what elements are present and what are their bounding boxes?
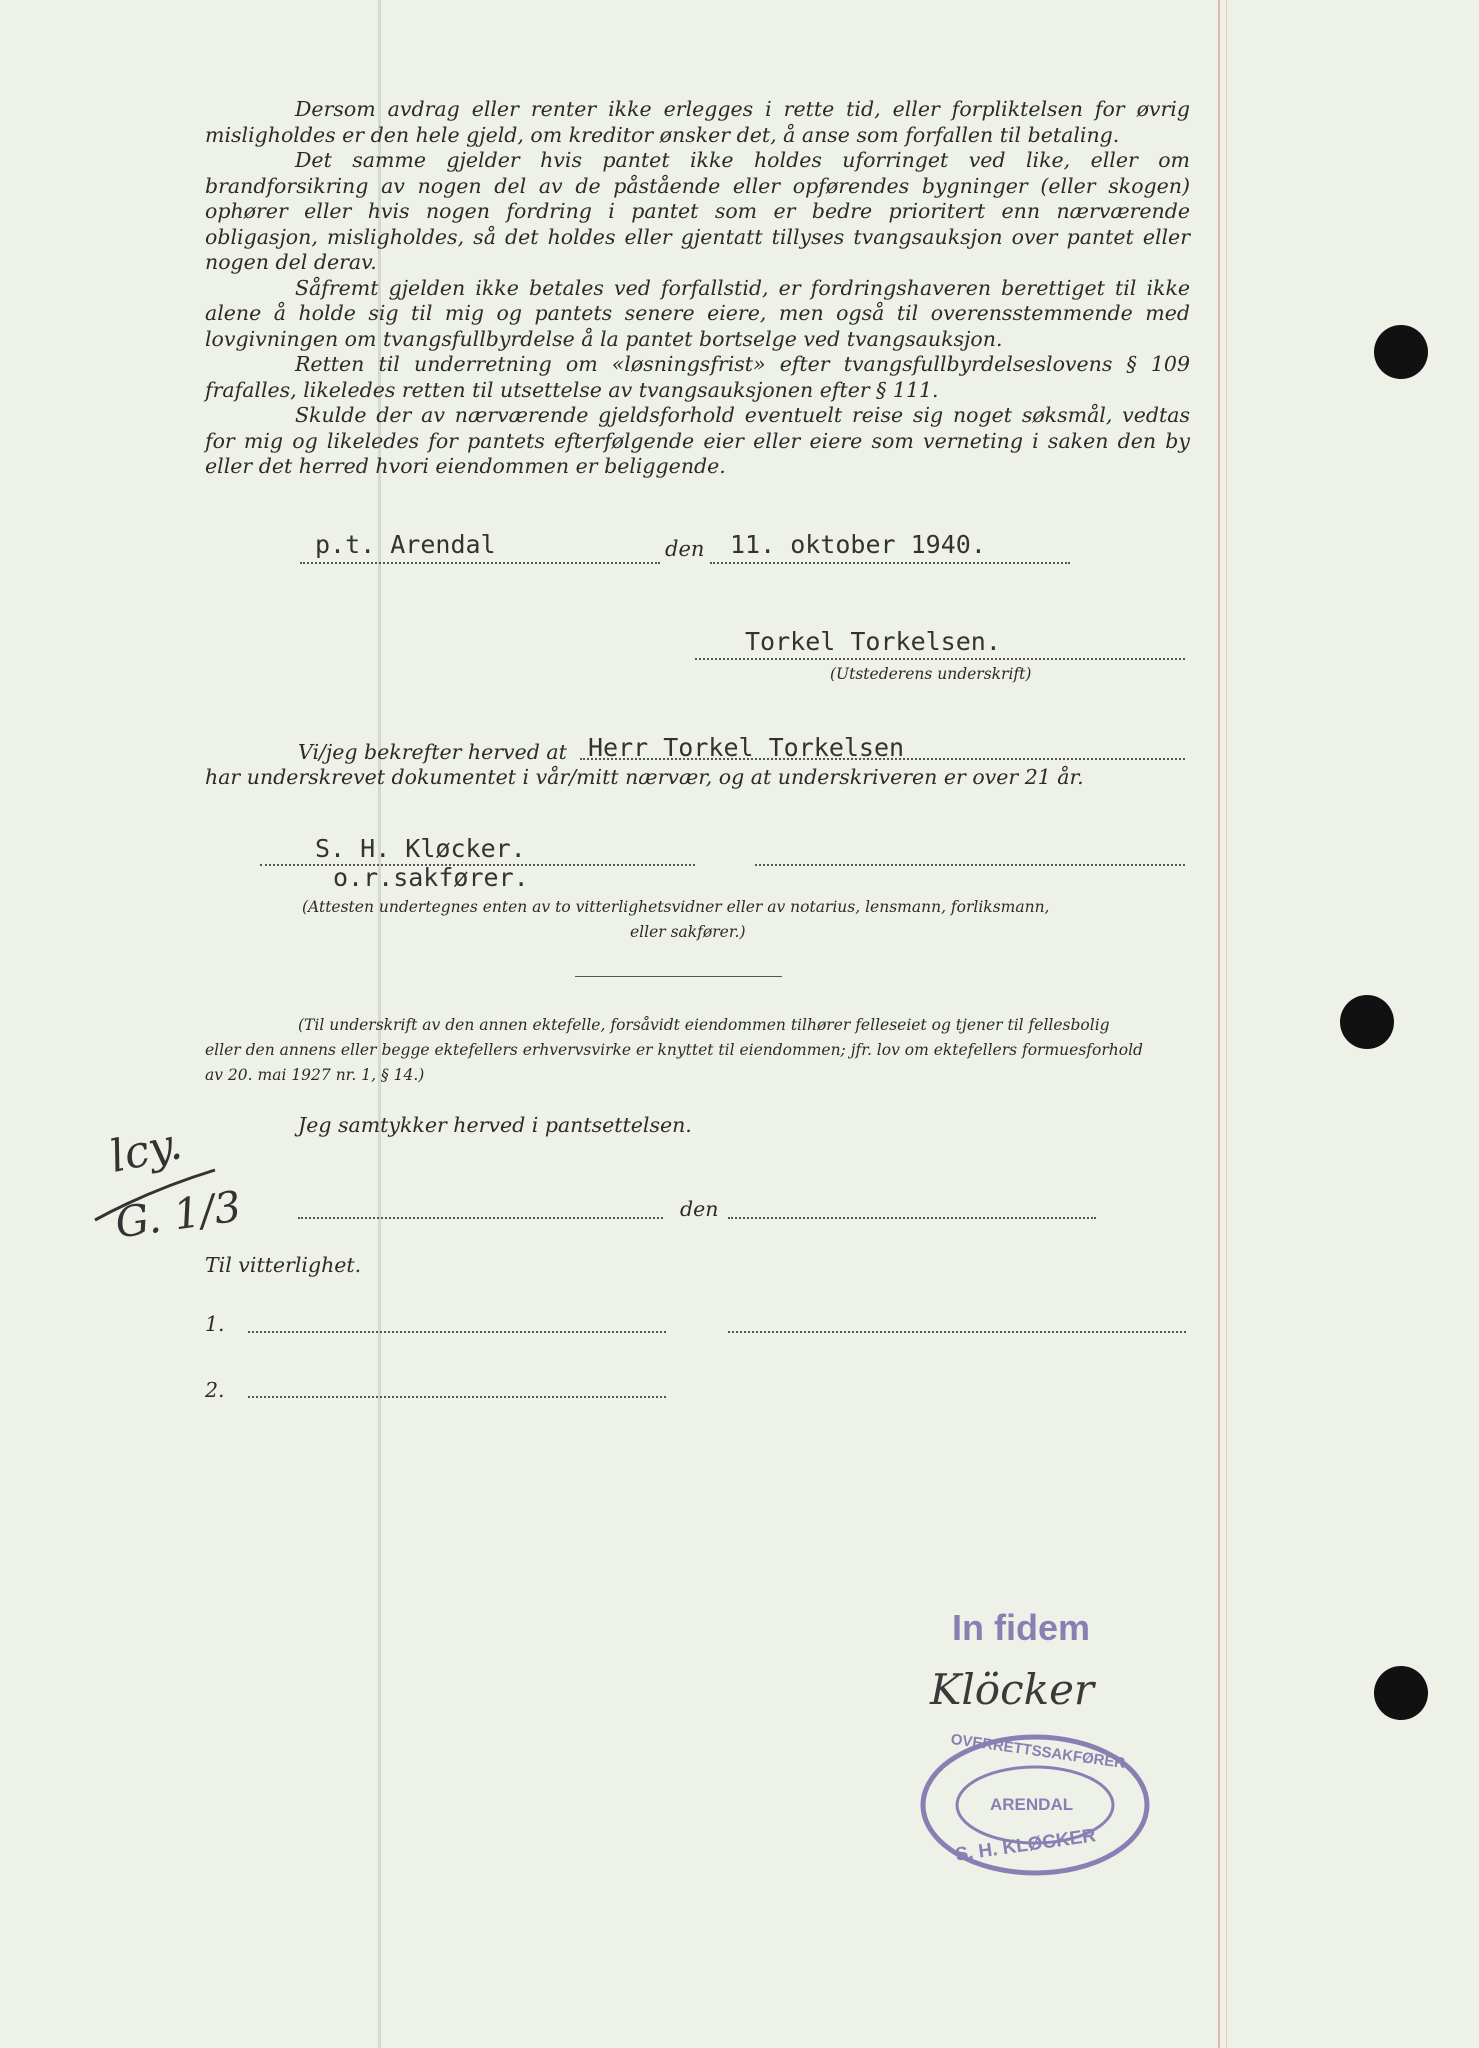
attest-rule (575, 976, 782, 977)
attest-note-1: (Attesten undertegnes enten av to vitterlighetsvidner eller av notarius, lensmann, forliksmann, (302, 898, 1050, 916)
stamp-signature: Klöcker (930, 1665, 1095, 1714)
spouse-note-3: av 20. mai 1927 nr. 1, § 14.) (205, 1066, 425, 1084)
confirm-name: Herr Torkel Torkelsen (588, 733, 905, 762)
date-line (710, 562, 1070, 564)
confirm-prefix: Vi/jeg bekrefter herved at (298, 740, 567, 764)
paragraph-notice: Retten til underretning om «løsningsfrist» efter tvangsfullbyrdelseslovens § 109 frafalles, likeledes retten til utsettelse av tvangsauksjonen efter § 111. (205, 352, 1190, 402)
consent-line-2 (728, 1217, 1096, 1219)
margin-note-1: lcy. (105, 1118, 187, 1183)
consent-line-1 (298, 1217, 663, 1219)
consent-den: den (680, 1197, 719, 1221)
terms-text (205, 97, 1190, 480)
margin-note-2: G. 1/3 (112, 1181, 245, 1248)
den-label: den (665, 537, 705, 561)
witnesses-label: Til vitterlighet. (205, 1253, 362, 1277)
paragraph-security: Det samme gjelder hvis pantet ikke holdes uforringet ved like, eller om brandforsikring av nogen del av de påstående eller opførendes bygninger (eller skogen) ophører eller hvis nogen fordring i pantet som er bedre prioritert enn nærværende obligasjon, misligholdes, så det holdes eller gjentatt tillyses tvangsauksjon over pantet eller nogen del derav. (205, 148, 1190, 274)
issuer-signature: Torkel Torkelsen. (745, 627, 1001, 656)
spouse-note-1: (Til underskrift av den annen ektefelle, forsåvidt eiendommen tilhører felleseiet og tjener til fellesbolig (298, 1016, 1110, 1034)
punch-hole-top (1374, 325, 1428, 379)
consent-text: Jeg samtykker herved i pantsettelsen. (298, 1113, 692, 1137)
margin-strike (90, 1150, 220, 1230)
paragraph-enforcement: Såfremt gjelden ikke betales ved forfallstid, er fordringshaveren berettiget til ikke alene å holde sig til mig og pantets senere eiere, men også til overensstemmende med lovgivningen om tvangsfullbyrdelse å la pantet bortselge ved tvangsauksjon. (205, 275, 1190, 351)
witness-2-line (248, 1396, 666, 1398)
stamp-in-fidem: In fidem (952, 1607, 1091, 1648)
stamp-top-text: OVERRETTSSAKFØRER (949, 1730, 1127, 1773)
confirm-line (580, 758, 1185, 760)
stamp-bottom-text: S. H. KLØCKER (954, 1825, 1098, 1866)
margin-line-2 (1226, 0, 1227, 2048)
witness-number-1: 1. (205, 1312, 225, 1336)
witness-title: o.r.sakfører. (333, 863, 529, 892)
punch-hole-bottom (1374, 1666, 1428, 1720)
witness-line-2 (755, 864, 1185, 866)
issuer-caption: (Utstederens underskrift) (830, 665, 1032, 683)
punch-hole-middle (1340, 995, 1394, 1049)
witness-signature: S. H. Kløcker. (315, 834, 526, 863)
confirm-statement: har underskrevet dokumentet i vår/mitt nærvær, og at underskriveren er over 21 år. (205, 765, 1084, 789)
place-typed: p.t. Arendal (315, 530, 496, 559)
witness-1-line-b (728, 1331, 1186, 1333)
paragraph-venue: Skulde der av nærværende gjeldsforhold eventuelt reise sig noget søksmål, vedtas for mig og likeledes for pantets efterfølgende eier eller eiere som verneting i saken den by eller det herred hvori eiendommen er beliggende. (205, 403, 1190, 478)
spouse-note-2: eller den annens eller begge ektefellers erhvervsvirke er knyttet til eiendommen; jfr. lov om ektefellers formuesforhold (205, 1041, 1143, 1059)
paragraph-default: Dersom avdrag eller renter ikke erlegges i rette tid, eller forpliktelsen for øvrig misligholdes er den hele gjeld, om kreditor ønsker det, å anse som forfallen til betaling. (205, 97, 1190, 147)
stamp-middle-text: ARENDAL (990, 1795, 1074, 1814)
place-line (300, 562, 660, 564)
attest-note-2: eller sakfører.) (630, 923, 746, 941)
margin-line (1218, 0, 1220, 2048)
date-typed: 11. oktober 1940. (730, 530, 986, 559)
witness-number-2: 2. (205, 1378, 225, 1402)
issuer-line (695, 658, 1185, 660)
witness-1-line-a (248, 1331, 666, 1333)
